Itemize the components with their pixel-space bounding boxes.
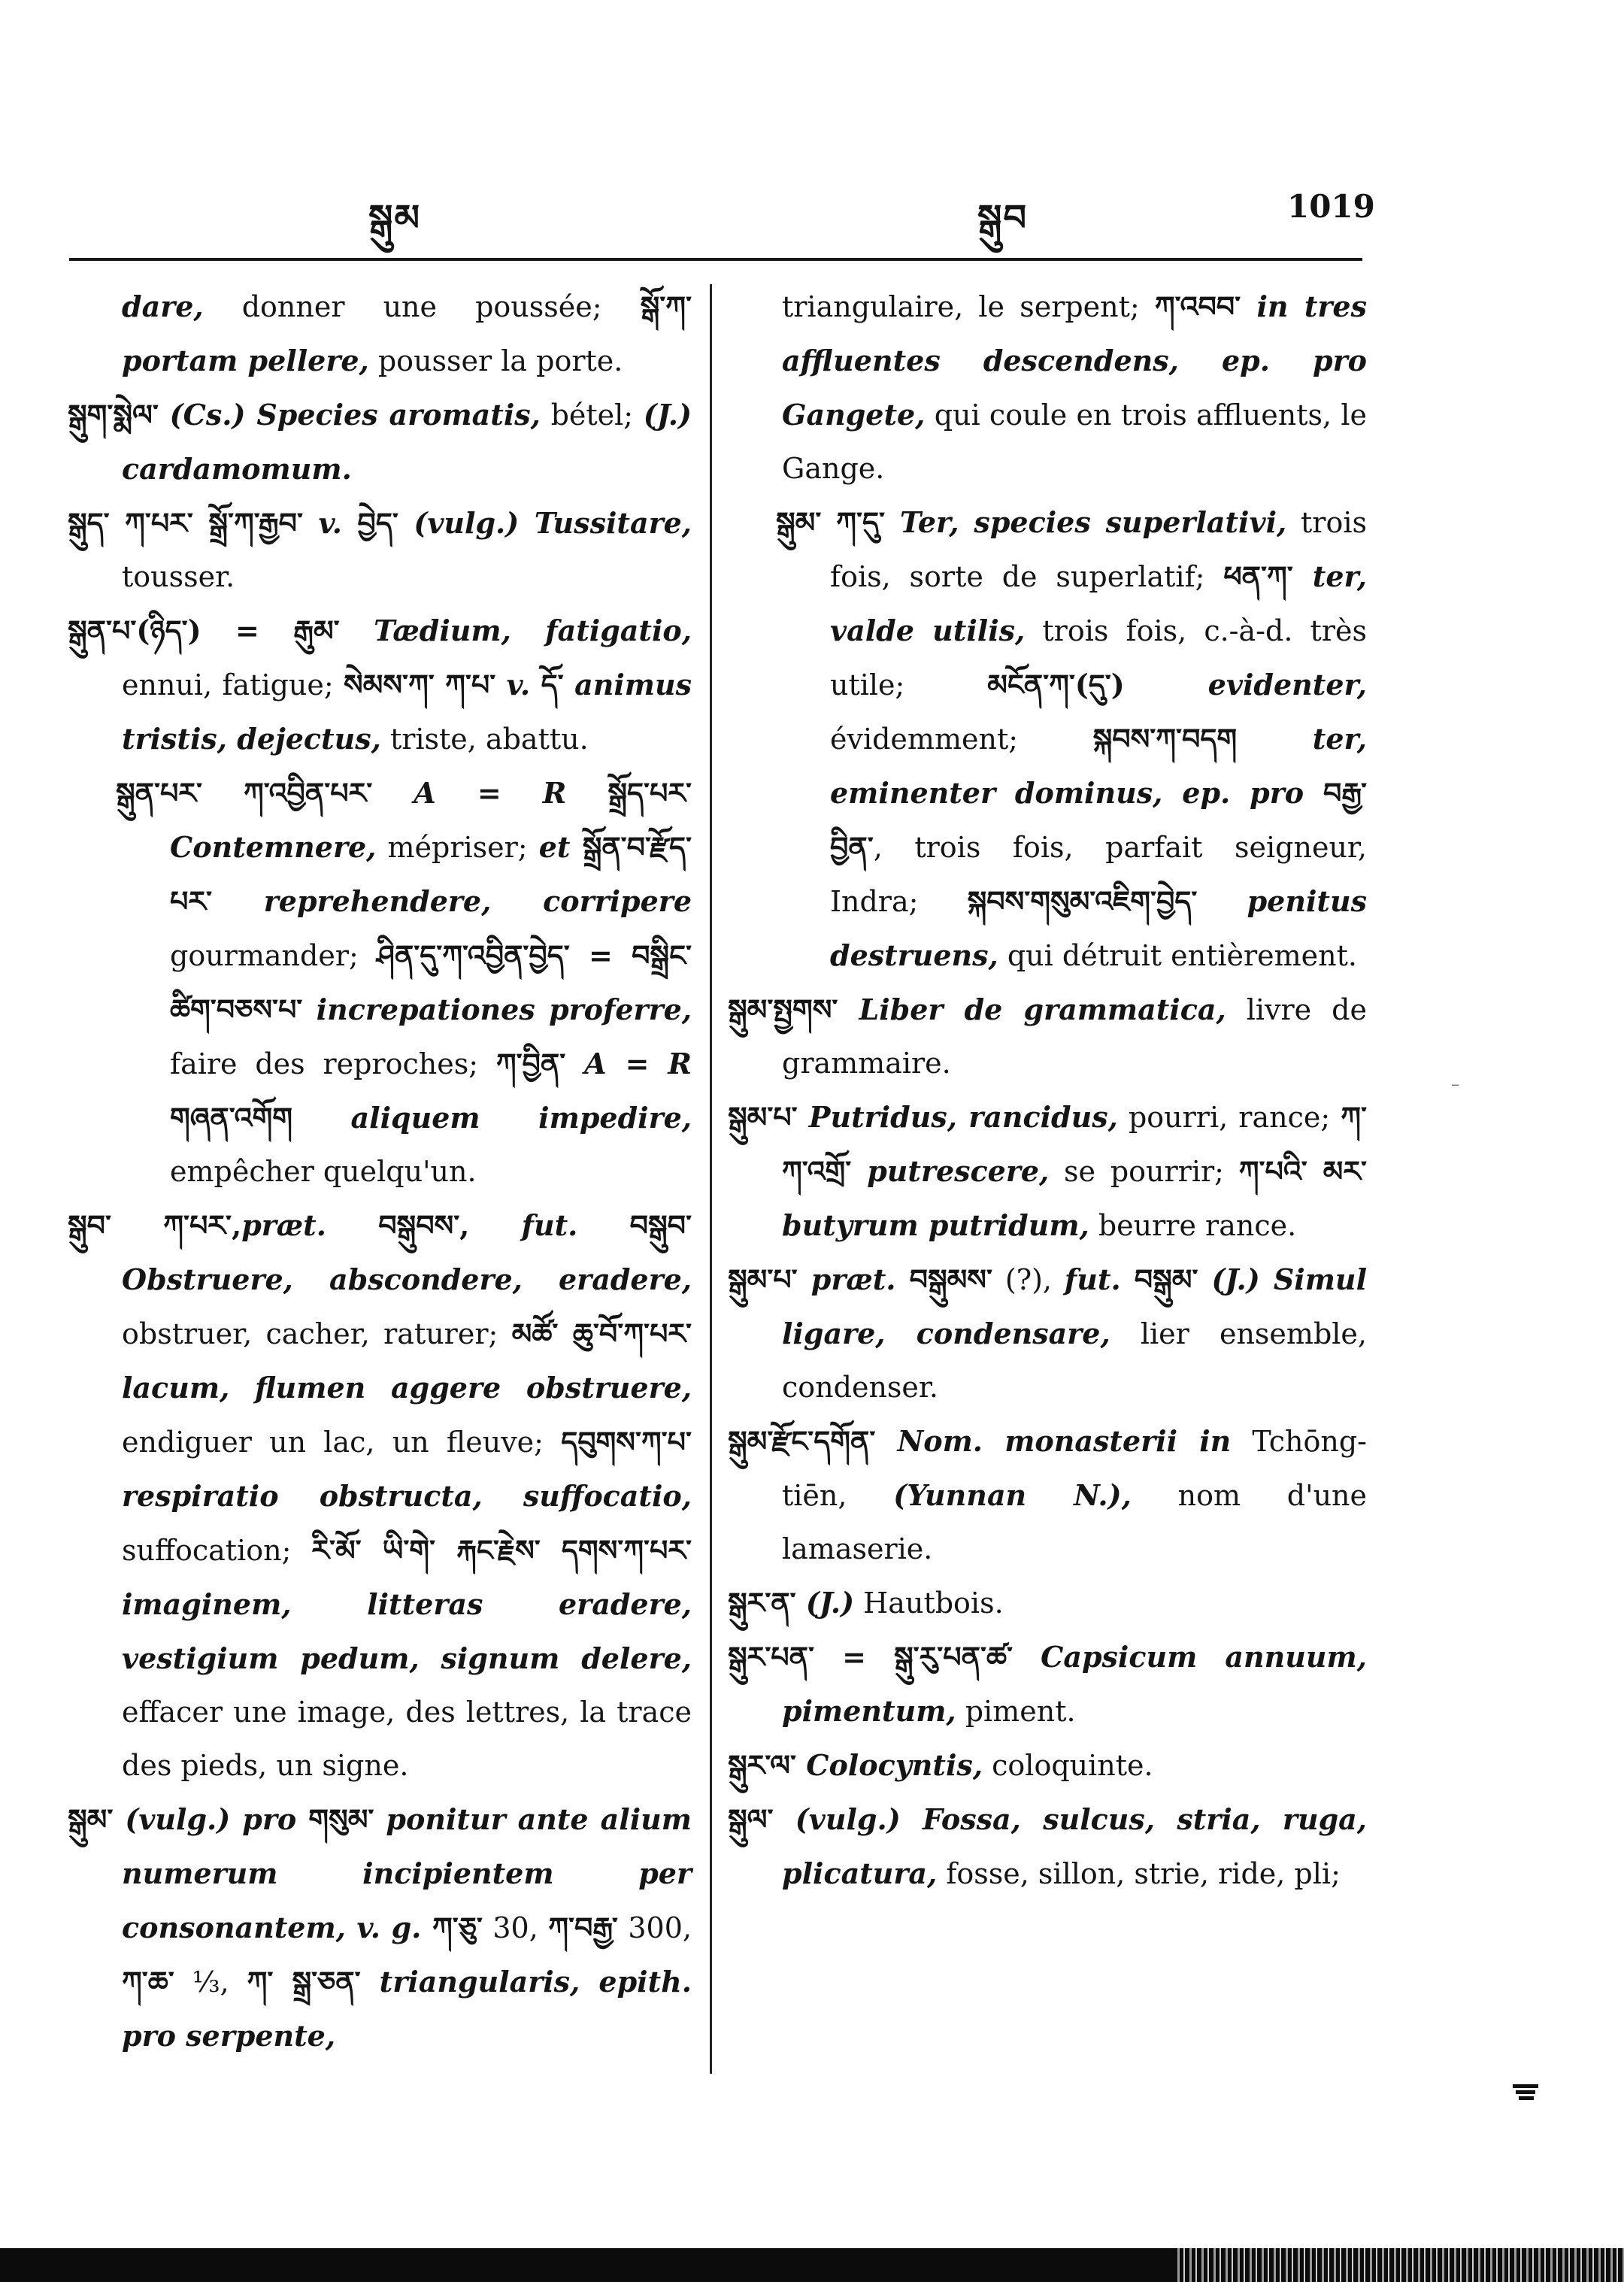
tibetan-headword: སྒོ་ཀ་ (640, 289, 692, 323)
dictionary-entry (68, 280, 692, 388)
latin-gloss: fut. (1064, 1262, 1135, 1296)
tibetan-headword: བསྒུམ་ (1134, 1262, 1198, 1296)
dictionary-entry (728, 1738, 1367, 1793)
latin-gloss: præt. (241, 1208, 379, 1242)
french-gloss: suffocation; (122, 1534, 312, 1567)
latin-gloss: Nom. monasterii in (875, 1424, 1232, 1458)
tibetan-headword: སྒུན་པ་(ཉིད་) = རྒུམ་ (68, 614, 340, 647)
latin-gloss: A = R (565, 1047, 692, 1080)
dictionary-entry (68, 1793, 692, 2063)
dictionary-entry (728, 280, 1367, 495)
tibetan-headword: སྐབས་གསུམ་འཇིག་བྱེད་ (967, 884, 1198, 918)
french-gloss: coloquinte. (983, 1749, 1153, 1782)
tibetan-headword: ཕན་ཀ་ (1223, 559, 1293, 593)
latin-gloss: (vulg.) pro (113, 1802, 309, 1836)
scan-noise (1173, 2248, 1624, 2282)
tibetan-headword: ཀ་ཅུ་ (432, 1911, 483, 1944)
latin-gloss: respiratio obstructa, suffocatio, (122, 1479, 692, 1513)
latin-gloss: dare, (122, 289, 204, 323)
french-gloss: mépriser; (376, 831, 539, 864)
latin-gloss: Colocyntis, (795, 1748, 983, 1782)
tibetan-headword: སྒུམ་ ཀ་དུ་ (776, 505, 885, 539)
running-head-right: སྒུབ (977, 197, 1029, 239)
latin-gloss: (Cs.) Species aromatis, (158, 398, 541, 432)
latin-gloss: Contemnere, (170, 830, 377, 864)
french-gloss: ennui, fatigue; (122, 668, 344, 702)
tibetan-headword: ཀ་བརྒྱ་ (548, 1911, 618, 1944)
french-gloss: faire des reproches; (170, 1047, 496, 1080)
dictionary-entry (68, 1199, 692, 1793)
dictionary-entry (68, 388, 692, 496)
tibetan-headword: ཀ་ སྒྲ་ཅན་ (247, 1965, 361, 1999)
french-gloss: triangulaire, le serpent; (782, 290, 1155, 323)
latin-gloss: v. (302, 506, 358, 540)
dictionary-entry (728, 983, 1367, 1090)
tibetan-headword: སྒུད་ ཀ་པར་ སྒྲོ་ཀ་རྒྱབ་ (68, 506, 303, 540)
dictionary-entry (68, 604, 692, 766)
french-gloss: 30, (482, 1911, 549, 1944)
latin-gloss: Capsicum annuum, pimentum, (782, 1640, 1367, 1728)
latin-gloss: fut. (469, 1208, 630, 1242)
tibetan-headword: ཀ་ཆ་ (122, 1965, 174, 1999)
tibetan-headword: སྒྲོན་བ་རྫོད་པར་ (170, 830, 692, 918)
tibetan-headword: བསྒུམས་ (909, 1262, 992, 1296)
french-gloss: piment. (956, 1695, 1076, 1728)
tibetan-headword: མཚོ་ ཆུ་བོ་ཀ་པར་ (511, 1317, 692, 1350)
latin-gloss: (vulg.) Tussitare, (398, 506, 692, 540)
tibetan-headword: སྒུར་ལ་ (728, 1748, 796, 1782)
french-gloss: Tchōng-tiēn, (782, 1425, 1368, 1512)
tibetan-headword: སྒུམ་སྤྱགས་ (728, 993, 838, 1026)
tibetan-headword: ཀ་བྱིན་ (495, 1047, 566, 1080)
french-gloss: donner une poussée; (203, 290, 641, 323)
tibetan-headword: ཀ་པའི་ མར་ (1238, 1154, 1368, 1188)
tibetan-headword: སྒྲོད་པར་ (607, 776, 692, 810)
tibetan-headword: སྒུམ་ (68, 1802, 114, 1836)
latin-gloss: butyrum putridum, (782, 1208, 1089, 1242)
latin-gloss: reprehendere, corripere (212, 884, 692, 918)
dictionary-entry (728, 1793, 1367, 1901)
french-gloss: effacer une image, des lettres, la trace des pieds, un signe. (122, 1696, 692, 1782)
tibetan-headword: བྱེད་ (357, 506, 398, 540)
french-gloss: endiguer un lac, un fleuve; (122, 1426, 562, 1459)
latin-gloss: ter, valde utilis, (830, 559, 1367, 647)
running-head-left: སྒུམ (368, 197, 422, 239)
latin-gloss: penitus destruens, (830, 884, 1367, 972)
tibetan-headword: སེམས་ཀ་ ཀ་པ་ (344, 668, 496, 702)
tibetan-headword: བརྒྱ་བྱིན་ (830, 776, 1367, 864)
dictionary-entry (728, 1630, 1367, 1738)
latin-gloss: in tres affluentes descendens, ep. pro Gangete, (782, 289, 1368, 432)
french-gloss: se pourrir; (1049, 1155, 1239, 1188)
margin-mark (1511, 2083, 1541, 2102)
french-gloss: pousser la porte. (368, 344, 623, 377)
french-gloss: pourri, rance; (1117, 1101, 1341, 1134)
tibetan-headword: སྒུན་པར་ ཀ་འབྱིན་པར་ (116, 776, 373, 810)
tibetan-headword: ཀ་ཀ་འགྲོ་ (782, 1100, 1368, 1188)
tibetan-headword: ཤིན་དུ་ཀ་འབྱིན་བྱེད་ = བསྒྲིང་ཚིག་བཅས་པ་ (170, 938, 692, 1026)
latin-gloss: lacum, flumen aggere obstruere, (122, 1371, 692, 1405)
latin-gloss: Obstruere, abscondere, eradere, (122, 1262, 692, 1296)
header-rule (69, 258, 1362, 261)
latin-gloss: (J.) cardamomum. (122, 398, 692, 486)
french-gloss: bétel; (540, 399, 644, 432)
left-column (68, 280, 692, 2063)
latin-gloss: v. (495, 668, 541, 702)
latin-gloss: portam pellere, (122, 344, 369, 377)
tibetan-headword: སྒུག་སྨེལ་ (68, 398, 159, 432)
tibetan-headword: སྒུལ་ (728, 1802, 774, 1836)
french-gloss: trois fois, c.-à-d. très utile; (830, 614, 1367, 702)
latin-gloss: putrescere, (851, 1154, 1050, 1188)
tibetan-headword: སྒུར་པན་ = སྒུ་རུ་པན་ཚ་ (728, 1640, 1013, 1674)
latin-gloss: ponitur ante alium numerum incipientem per consonantem, v. g. (122, 1802, 692, 1944)
tibetan-headword: བསྒུབས་, (378, 1208, 470, 1242)
french-gloss: beurre rance. (1089, 1209, 1297, 1242)
french-gloss: ⅓, (174, 1965, 247, 1999)
tibetan-headword: ཀ་འབབ་ (1154, 289, 1241, 323)
french-gloss: empêcher quelqu'un. (170, 1155, 477, 1188)
french-gloss: gourmander; (170, 939, 377, 972)
dictionary-entry (68, 496, 692, 604)
french-gloss: obstruer, cacher, raturer; (122, 1317, 512, 1350)
dictionary-entry (728, 1414, 1367, 1576)
french-gloss: (?), (992, 1263, 1065, 1296)
french-gloss: 300, (617, 1911, 692, 1944)
margin-dash: – (1451, 1075, 1459, 1094)
tibetan-headword: སྒུབ་ ཀ་པར་, (68, 1208, 242, 1242)
french-gloss: nom d'une lamaserie. (782, 1479, 1367, 1565)
latin-gloss: imaginem, litteras eradere, vestigium pedum, signum delere, (122, 1587, 692, 1675)
latin-gloss: (vulg.) Fossa, sulcus, stria, ruga, plicatura, (773, 1802, 1367, 1890)
latin-gloss: animus tristis, dejectus, (122, 668, 692, 756)
latin-gloss: A = R (372, 776, 608, 810)
french-gloss: tousser. (122, 560, 235, 593)
latin-gloss: præt. (797, 1262, 910, 1296)
latin-gloss: Ter, species superlativi, (884, 505, 1287, 539)
tibetan-headword: སྐབས་ཀ་བདག (1092, 722, 1238, 756)
latin-gloss: evidenter, (1124, 668, 1368, 702)
french-gloss: qui coule en trois affluents, le Gange. (782, 399, 1367, 485)
latin-gloss: increpationes proferre, (302, 993, 692, 1026)
latin-gloss: aliquem impedire, (292, 1101, 692, 1135)
tibetan-headword: མངོན་ཀ་(དུ་) (987, 668, 1125, 702)
page-number: 1019 (1287, 188, 1375, 225)
tibetan-headword: གཞན་འགོག (170, 1101, 292, 1135)
tibetan-headword: སྒུམ་པ་ (728, 1100, 798, 1134)
dictionary-entry (728, 495, 1367, 983)
french-gloss: , trois fois, parfait seigneur, Indra; (830, 831, 1367, 918)
tibetan-headword: དོ་ (541, 668, 564, 702)
dictionary-entry (728, 1090, 1367, 1253)
french-gloss: Hautbois. (854, 1586, 1004, 1620)
latin-gloss: (Yunnan N.), (893, 1478, 1132, 1512)
french-gloss: livre de grammaire. (782, 993, 1367, 1080)
scan-edge-band (0, 2248, 1624, 2282)
tibetan-headword: སྒུར་ན་ (728, 1586, 796, 1620)
french-gloss: qui détruit entièrement. (998, 939, 1357, 972)
tibetan-headword: བསྒུབ་ (629, 1208, 692, 1242)
latin-gloss: et (538, 830, 583, 864)
latin-gloss: Tædium, fatigatio, (339, 614, 692, 647)
dictionary-entry (728, 1253, 1367, 1414)
french-gloss: trois fois, sorte de superlatif; (830, 506, 1368, 593)
tibetan-headword: དབུགས་ཀ་པ་ (561, 1425, 692, 1459)
tibetan-headword: སྒུམ་རྫོང་དགོན་ (728, 1424, 876, 1458)
french-gloss: évidemment; (830, 723, 1093, 756)
tibetan-headword: རི་མོ་ ཡི་གེ་ རྐང་རྗེས་ དགས་ཀ་པར་ (311, 1533, 692, 1567)
dictionary-entry (68, 766, 692, 1199)
french-gloss: lier ensemble, condenser. (782, 1317, 1367, 1404)
tibetan-headword: སྒུམ་པ་ (728, 1262, 798, 1296)
latin-gloss: ter, eminenter dominus, ep. pro (830, 722, 1367, 810)
latin-gloss: Liber de grammatica, (838, 993, 1226, 1026)
tibetan-headword: གསུམ་ (308, 1802, 374, 1836)
margin-glyph-icon (1511, 2083, 1541, 2102)
latin-gloss: triangularis, epith. pro serpente, (122, 1965, 692, 2053)
latin-gloss: (J.) (795, 1586, 855, 1620)
column-divider (710, 284, 712, 2074)
french-gloss: fosse, sillon, strie, ride, pli; (937, 1857, 1341, 1890)
right-column (728, 280, 1367, 1901)
dictionary-entry (728, 1576, 1367, 1630)
french-gloss: triste, abattu. (380, 723, 589, 756)
latin-gloss: Putridus, rancidus, (797, 1100, 1118, 1134)
latin-gloss: (J.) Simul ligare, condensare, (782, 1262, 1367, 1350)
